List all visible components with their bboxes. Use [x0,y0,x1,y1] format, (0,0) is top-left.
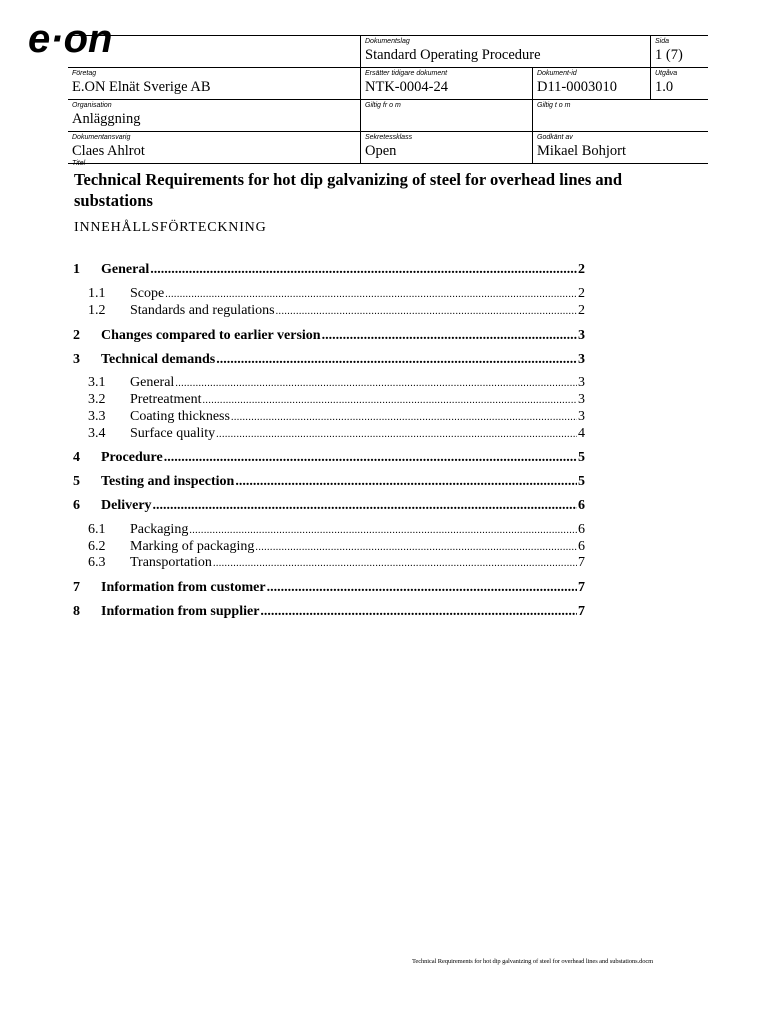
organisation-cell [68,100,360,131]
sida-label: Sida [655,38,670,45]
toc-page: 3 [578,409,585,424]
toc-page: 3 [578,352,585,367]
toc-page: 2 [578,286,585,301]
toc-number: 8 [73,604,80,619]
toc-entry[interactable] [73,580,585,596]
sekretessklass-label: Sekretessklass [365,134,413,141]
toc-page: 6 [578,539,585,554]
sekretessklass-value: Open [365,143,397,159]
document-header [68,35,708,164]
organisation-label: Organisation [72,102,112,109]
toc-leader [267,580,577,596]
toc-number: 5 [73,474,80,489]
toc-entry[interactable] [73,262,585,278]
toc-page: 4 [578,426,585,441]
toc-entry[interactable] [73,352,585,368]
toc-leader [322,328,577,344]
toc-entry[interactable] [73,392,585,408]
dokumentid-value: D11-0003010 [537,79,618,95]
toc-page: 7 [578,580,585,595]
organisation-value: Anläggning [72,111,141,127]
header-row-1 [68,35,708,67]
toc-leader [153,498,577,514]
utgava-value: 1.0 [655,79,674,95]
toc-entry[interactable] [73,286,585,302]
toc-number: 6.3 [88,555,106,570]
utgava-label: Utgåva [655,70,678,77]
toc-entry[interactable] [73,522,585,538]
toc-leader [235,474,577,490]
toc-page: 7 [578,604,585,619]
toc-number: 7 [73,580,80,595]
toc-leader [276,303,577,319]
dokumentid-cell [532,68,651,99]
toc-page: 3 [578,328,585,343]
toc-text: Scope [130,286,165,301]
toc-text: Coating thickness [130,409,230,424]
toc-text: Information from customer [101,580,266,595]
toc-leader [150,262,577,278]
toc-leader [216,352,577,368]
sekretessklass-cell [360,132,533,163]
toc-number: 3.1 [88,375,106,390]
toc-leader [175,375,577,391]
toc-number: 1 [73,262,80,277]
footer-filename: Technical Requirements for hot dip galvanizing of steel for overhead lines and substations.docm [412,958,654,965]
toc-entry[interactable] [73,539,585,555]
toc-leader [203,392,577,408]
toc-text: Procedure [101,450,163,465]
toc-text: Surface quality [130,426,216,441]
ersatter-value: NTK-0004-24 [365,79,448,95]
toc-entry[interactable] [73,328,585,344]
toc-entry[interactable] [73,498,585,514]
toc-page: 5 [578,474,585,489]
toc-number: 2 [73,328,80,343]
toc-number: 3 [73,352,80,367]
header-row-3 [68,99,708,131]
toc-text: Technical demands [101,352,216,367]
toc-leader [260,604,577,620]
dokumentslag-cell [360,36,651,67]
titel-label: Titel [72,160,86,167]
ersatter-label: Ersätter tidigare dokument [365,70,448,77]
toc-leader [213,555,577,571]
toc-entry[interactable] [73,426,585,442]
document-title: Technical Requirements for hot dip galvanizing of steel for overhead lines and substations [74,170,623,210]
dokumentansvarig-value: Claes Ahlrot [72,143,145,159]
toc-leader [255,539,577,555]
toc-text: Changes compared to earlier version [101,328,321,343]
logo-text: e·on [28,20,113,60]
toc-page: 2 [578,262,585,277]
toc-number: 6.2 [88,539,106,554]
toc-text: Marking of packaging [130,539,255,554]
giltig-fr-label: Giltig fr o m [365,102,401,109]
ersatter-cell [360,68,533,99]
giltig-tom-cell [532,100,709,131]
giltig-fr-cell [360,100,533,131]
toc-entry[interactable] [73,303,585,319]
toc-page: 3 [578,375,585,390]
header-row-2 [68,67,708,99]
toc-text: Transportation [130,555,212,570]
toc-entry[interactable] [73,474,585,490]
toc-number: 1.2 [88,303,106,318]
toc-number: 4 [73,450,80,465]
toc-number: 3.2 [88,392,106,407]
dokumentansvarig-cell [68,132,360,163]
toc-entry[interactable] [73,375,585,391]
toc-text: General [101,262,150,277]
foretag-label: Företag [72,70,97,77]
toc-page: 6 [578,498,585,513]
foretag-value: E.ON Elnät Sverige AB [72,79,211,95]
giltig-tom-label: Giltig t o m [537,102,571,109]
toc-text: Delivery [101,498,152,513]
toc-entry[interactable] [73,450,585,466]
toc-page: 3 [578,392,585,407]
foretag-cell [68,68,360,99]
godkant-label: Godkänt av [537,134,573,141]
godkant-cell [532,132,709,163]
toc-leader [216,426,577,442]
sida-cell [650,36,709,67]
toc-number: 3.3 [88,409,106,424]
toc-number: 3.4 [88,426,106,441]
toc-page: 7 [578,555,585,570]
header-row-4 [68,131,708,164]
toc-text: General [130,375,175,390]
dokumentslag-value: Standard Operating Procedure [365,47,541,63]
toc-leader [164,450,577,466]
toc-leader [165,286,577,302]
toc-page: 6 [578,522,585,537]
toc-entry[interactable] [73,604,585,620]
toc-text: Information from supplier [101,604,260,619]
toc-text: Pretreatment [130,392,202,407]
toc-heading: INNEHÅLLSFÖRTECKNING [74,220,267,235]
godkant-value: Mikael Bohjort [537,143,627,159]
toc-number: 6 [73,498,80,513]
sida-value: 1 (7) [655,47,683,63]
toc-number: 6.1 [88,522,106,537]
toc-page: 2 [578,303,585,318]
toc-leader [231,409,577,425]
dokumentslag-label: Dokumentslag [365,38,410,45]
utgava-cell [650,68,709,99]
dokumentid-label: Dokument-id [537,70,577,77]
toc-entry[interactable] [73,555,585,571]
toc-text: Standards and regulations [130,303,275,318]
toc-number: 1.1 [88,286,106,301]
dokumentansvarig-label: Dokumentansvarig [72,134,131,141]
toc-page: 5 [578,450,585,465]
toc-entry[interactable] [73,409,585,425]
toc-text: Testing and inspection [101,474,235,489]
toc-text: Packaging [130,522,189,537]
toc-leader [189,522,577,538]
